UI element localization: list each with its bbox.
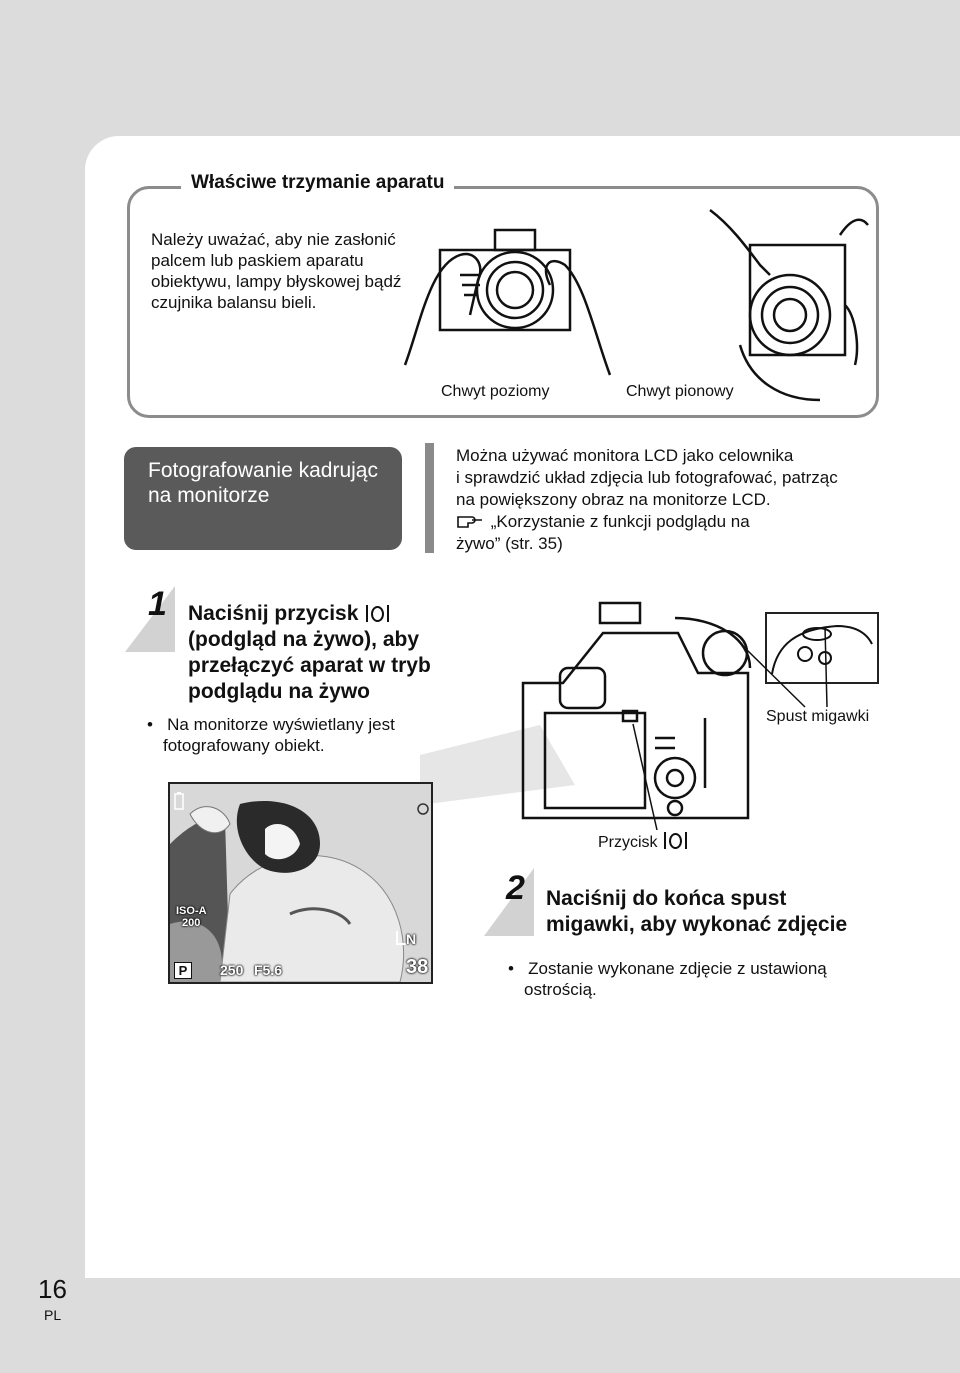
battery-icon <box>174 792 184 810</box>
vertical-grip-illustration <box>690 205 875 405</box>
caption-vertical-grip: Chwyt pionowy <box>626 383 734 400</box>
quality-indicator: N <box>396 931 416 947</box>
iso-indicator: ISO-A 200 <box>176 905 207 929</box>
live-view-header: Fotografowanie kadrując na monitorze <box>124 447 402 550</box>
horizontal-grip-illustration <box>400 205 615 380</box>
af-indicator-icon <box>416 802 430 816</box>
label-live-view-button: Przycisk <box>598 832 689 852</box>
grip-title: Właściwe trzymanie aparatu <box>181 172 454 194</box>
pointing-hand-icon <box>456 513 486 529</box>
boy-with-puppy-photo <box>170 784 431 982</box>
remaining-shots: 38 <box>406 956 429 978</box>
step1-number: 1 <box>148 585 167 623</box>
leader-lines <box>745 625 835 710</box>
step2-heading: Naciśnij do końca spust migawki, aby wykonać zdjęcie <box>546 887 848 936</box>
live-view-text: Można używać monitora LCD jako celownika i sprawdzić układ zdjęcia lub fotografować, patrząc na powiększony obraz na monitorze LCD. „Korzystanie z funkcji podglądu na żywo” (str. 35) <box>456 445 896 555</box>
large-size-icon <box>396 931 406 945</box>
live-view-button-icon <box>366 605 389 622</box>
live-view-divider <box>425 443 434 553</box>
page-number: 16 <box>38 1274 67 1304</box>
step2-bullet: • Zostanie wykonane zdjęcie z ustawioną ostrością. <box>508 959 827 999</box>
label-shutter-button: Spust migawki <box>766 708 870 725</box>
grip-text: Należy uważać, aby nie zasłonić palcem lub paskiem aparatu obiektywu, lampy błyskowej bądź czujnika balansu bieli. <box>151 230 402 312</box>
live-view-monitor-image <box>168 782 433 984</box>
step1-heading: Naciśnij przycisk (podgląd na żywo), aby przełączyć aparat w tryb podglądu na żywo <box>188 602 431 703</box>
button-leader-line <box>625 722 665 832</box>
step2-number: 2 <box>506 869 525 907</box>
mode-indicator: P <box>174 962 192 979</box>
shutter-speed: 250 <box>220 962 244 978</box>
reference: „Korzystanie z funkcji podglądu na <box>456 511 896 533</box>
step1-bullet: • Na monitorze wyświetlany jest fotografowany obiekt. <box>147 715 395 755</box>
caption-horizontal-grip: Chwyt poziomy <box>441 383 550 400</box>
live-view-button-icon <box>664 832 687 849</box>
page-language: PL <box>44 1307 62 1323</box>
aperture: F5.6 <box>254 962 283 978</box>
